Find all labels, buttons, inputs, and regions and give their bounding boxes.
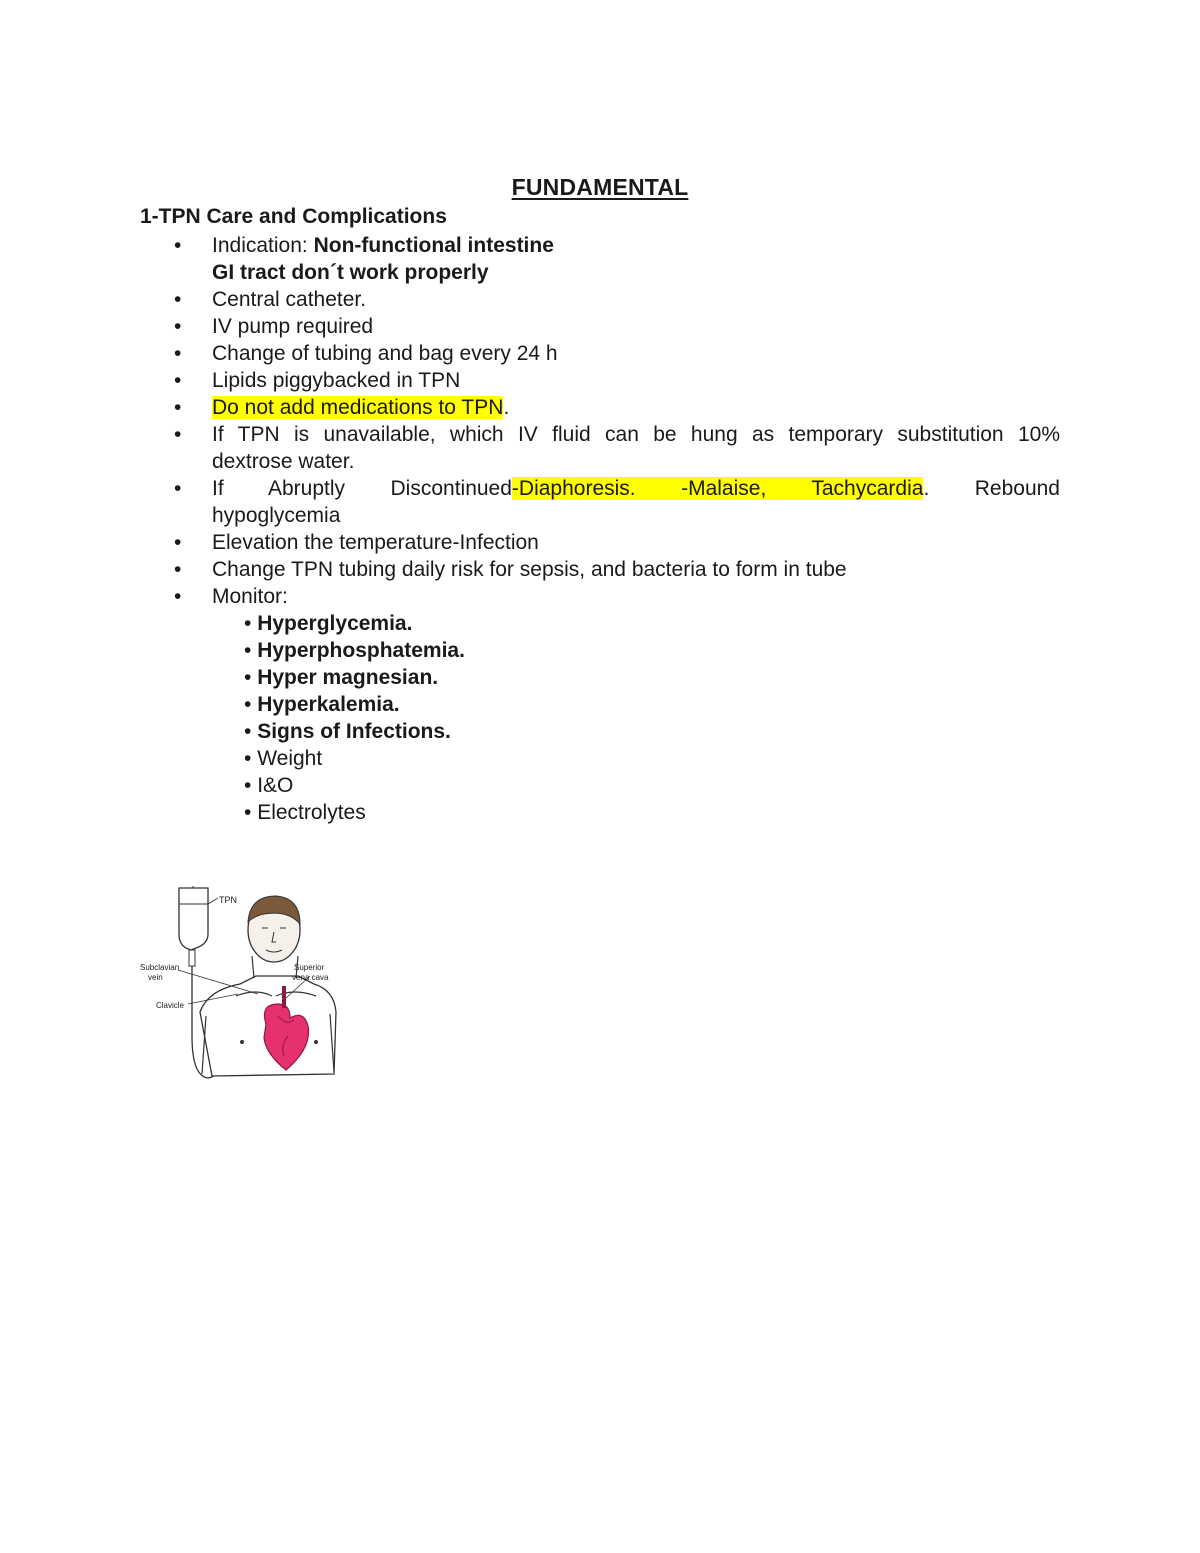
bullet-icon: •	[244, 612, 252, 635]
list-item	[174, 367, 1060, 394]
drip-chamber	[189, 950, 195, 966]
superior-vena-cava-label-line2: vena cava	[292, 973, 329, 982]
monitor-item	[136, 691, 1060, 718]
monitor-item-text: Hyperkalemia.	[257, 693, 400, 716]
bullet-icon: •	[244, 639, 252, 662]
monitor-item	[136, 637, 1060, 664]
item-suffix: . Rebound	[923, 477, 1060, 500]
item-text-line-1	[212, 475, 1060, 502]
monitor-item-text: Electrolytes	[257, 801, 366, 824]
highlighted-text: -Diaphoresis. -Malaise, Tachycardia	[511, 477, 924, 500]
item-text: Lipids piggybacked in TPN	[212, 369, 461, 392]
bullet-icon: •	[244, 693, 252, 716]
item-text: Monitor:	[212, 585, 288, 608]
item-text: IV pump required	[212, 315, 374, 338]
bullet-icon: •	[174, 585, 182, 608]
item-continuation: GI tract don´t work properly	[212, 261, 489, 284]
list-item-monitor	[174, 583, 1060, 610]
highlighted-text: Do not add medications to TPN	[212, 396, 504, 419]
list-item-indication	[174, 232, 1060, 286]
subclavian-label-line1: Subclavian	[140, 963, 180, 972]
tpn-label-pointer	[208, 898, 218, 904]
list-item	[174, 340, 1060, 367]
list-item	[174, 421, 1060, 475]
tpn-diagram-svg	[138, 886, 344, 1086]
list-item	[174, 286, 1060, 313]
monitor-item	[136, 718, 1060, 745]
item-bold-text: Non-functional intestine	[313, 234, 554, 257]
bullet-icon: •	[244, 747, 252, 770]
section-heading: 1-TPN Care and Complications	[140, 205, 447, 228]
monitor-item-text: Hyper magnesian.	[257, 666, 439, 689]
monitor-item-text: Hyperphosphatemia.	[257, 639, 465, 662]
item-text: Change TPN tubing daily risk for sepsis, and bacteria to form in tube	[212, 558, 847, 581]
item-text-line-2: dextrose water.	[212, 450, 355, 473]
monitor-item-text: Hyperglycemia.	[257, 612, 413, 635]
bullet-icon: •	[244, 801, 252, 824]
clavicle-label: Clavicle	[156, 1001, 185, 1010]
item-text-line-2: hypoglycemia	[212, 504, 341, 527]
monitor-item-text: Signs of Infections.	[257, 720, 451, 743]
list-item-discontinued	[174, 475, 1060, 529]
monitor-item	[136, 664, 1060, 691]
item-text-line-1: If TPN is unavailable, which IV fluid can be hung as temporary substitution 10%	[212, 423, 1060, 446]
item-prefix: Indication:	[212, 234, 314, 257]
bullet-icon: •	[174, 558, 182, 581]
bullet-icon: •	[244, 720, 252, 743]
tpn-label: TPN	[219, 895, 237, 905]
monitor-item	[136, 745, 1060, 772]
monitor-item-text: I&O	[257, 774, 294, 797]
monitor-item	[136, 610, 1060, 637]
bullet-icon: •	[174, 288, 182, 311]
monitor-item	[136, 772, 1060, 799]
bullet-icon: •	[174, 315, 182, 338]
bullet-icon: •	[244, 666, 252, 689]
item-text: Elevation the temperature-Infection	[212, 531, 539, 554]
bullet-icon: •	[174, 342, 182, 365]
list-item	[174, 313, 1060, 340]
tpn-bag	[179, 888, 208, 950]
bullet-icon: •	[174, 396, 182, 419]
subclavian-label-line2: vein	[148, 973, 163, 982]
chest-mark-right	[314, 1040, 318, 1044]
list-item	[174, 529, 1060, 556]
item-text: Change of tubing and bag every 24 h	[212, 342, 558, 365]
item-suffix: .	[503, 396, 510, 419]
monitor-item-text: Weight	[257, 747, 323, 770]
tpn-illustration	[138, 886, 344, 1086]
superior-vena-cava-label-line1: Superior	[294, 963, 325, 972]
document-title: FUNDAMENTAL	[511, 174, 689, 200]
bullet-icon: •	[174, 477, 182, 500]
bullet-icon: •	[174, 234, 182, 257]
chest-mark-left	[240, 1040, 244, 1044]
item-prefix: If Abruptly Discontinued	[212, 477, 512, 500]
monitor-item	[136, 799, 1060, 826]
bullet-list	[174, 232, 1060, 826]
bullet-icon: •	[174, 531, 182, 554]
bullet-icon: •	[174, 423, 182, 446]
bullet-icon: •	[244, 774, 252, 797]
list-item	[174, 556, 1060, 583]
bullet-icon: •	[174, 369, 182, 392]
list-item-highlighted	[174, 394, 1060, 421]
item-text: Central catheter.	[212, 288, 367, 311]
